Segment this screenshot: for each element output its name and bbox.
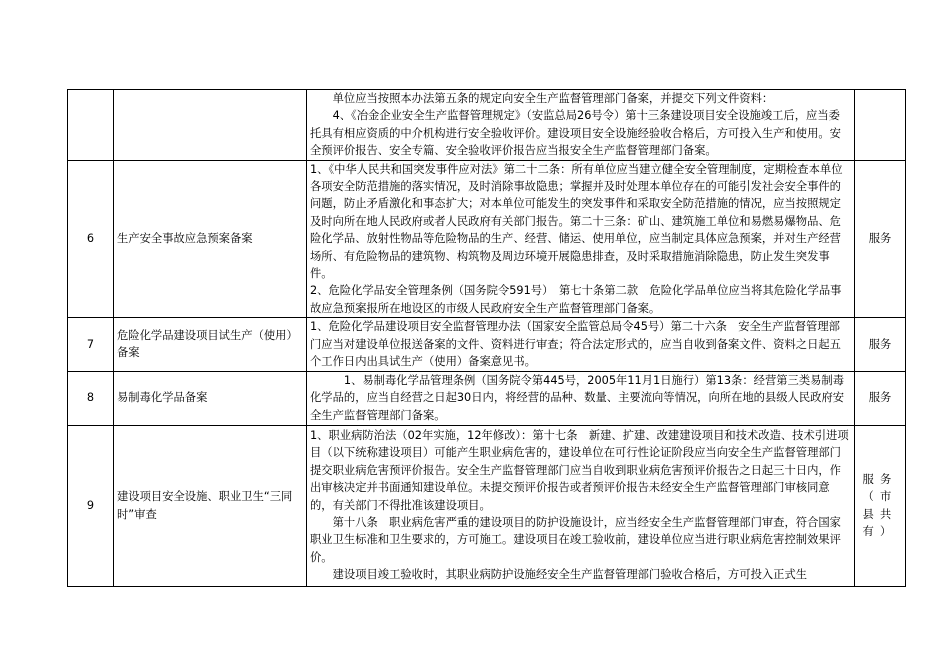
item-type: 服务 — [855, 371, 906, 425]
item-type: 服务 — [855, 160, 906, 318]
row-number: 7 — [68, 318, 114, 371]
item-type — [855, 90, 906, 161]
item-type: 服务 — [855, 318, 906, 371]
row-number: 6 — [68, 160, 114, 318]
table-row — [68, 318, 906, 371]
basis-paragraph: 1、易制毒化学品管理条例（国务院令第445号，2005年11月1日施行）第13条：经营第三类易制毒化学品的，应当自经营之日起30日内，将经营的品种、数量、主要流向等情况，向所在地的县级人民政府安全生产监督管理部门备案。 — [310, 373, 845, 422]
legal-basis — [307, 425, 855, 586]
table-row — [68, 425, 906, 586]
table-row — [68, 90, 906, 161]
legal-basis — [307, 318, 855, 371]
item-name: 易制毒化学品备案 — [114, 371, 307, 425]
table-row — [68, 371, 906, 425]
basis-paragraph: 建设项目竣工验收时，其职业病防护设施经安全生产监督管理部门验收合格后，方可投入正式生 — [332, 568, 808, 582]
table-row — [68, 160, 906, 318]
item-name: 建设项目安全设施、职业卫生“三同时”审查 — [114, 425, 307, 586]
row-number — [68, 90, 114, 161]
row-number: 9 — [68, 425, 114, 586]
basis-paragraph: 1、危险化学品建设项目安全监督管理办法（国家安全监管总局令45号）第二十六条 安全生产监督管理部门应当对建设单位报送备案的文件、资料进行审查；符合法定形式的，应当自收到备案文件、资料之日起五个工作日内出具试生产（使用）备案意见书。 — [310, 320, 841, 369]
item-type: 服务（市县共有） — [855, 425, 906, 586]
basis-paragraph: 4、《冶金企业安全生产监督管理规定》（安监总局26号令）第十三条建设项目安全设施竣工后，应当委托具有相应资质的中介机构进行安全验收评价。建设项目安全设施经验收合格后，方可投入生产和使用。安全预评价报告、安全专篇、安全验收评价报告应当报安全生产监督管理部门备案。 — [310, 109, 841, 158]
basis-paragraph: 第十八条 职业病危害严重的建设项目的防护设施设计，应当经安全生产监督管理部门审查，符合国家职业卫生标准和卫生要求的，方可施工。建设项目在竣工验收前，建设单位应当进行职业病危害控制效果评价。 — [310, 516, 841, 564]
item-name: 生产安全事故应急预案备案 — [114, 160, 307, 318]
item-name — [114, 90, 307, 161]
row-number: 8 — [68, 371, 114, 425]
policy-table — [67, 89, 906, 587]
legal-basis — [307, 371, 855, 425]
legal-basis — [307, 160, 855, 318]
legal-basis — [307, 90, 855, 161]
item-name: 危险化学品建设项目试生产（使用）备案 — [114, 318, 307, 371]
basis-paragraph: 2、危险化学品安全管理条例（国务院令591号） 第七十条第二款 危险化学品单位应当将其危险化学品事故应急预案报所在地设区的市级人民政府安全生产监督管理部门备案。 — [310, 284, 842, 315]
basis-paragraph: 1、《中华人民共和国突发事件应对法》第二十二条：所有单位应当建立健全安全管理制度，定期检查本单位各项安全防范措施的落实情况，及时消除事故隐患；掌握并及时处理本单位存在的可能引发社会安全事件的问题，防止矛盾激化和事态扩大；对本单位可能发生的突发事件和采取安全防范措施的情况，应当按照规定及时向所在地人民政府或者人民政府有关部门报告。第二十三条：矿山、建筑施工单位和易燃易爆物品、危险化学品、放射性物品等危险物品的生产、经营、储运、使用单位，应当制定具体应急预案，并对生产经营场所、有危险物品的建筑物、构筑物及周边环境开展隐患排查，及时采取措施消除隐患，防止发生突发事件。 — [310, 162, 843, 281]
basis-paragraph: 单位应当按照本办法第五条的规定向安全生产监督管理部门备案，并提交下列文件资料： — [332, 92, 774, 105]
basis-paragraph: 1、职业病防治法（02年实施，12年修改）：第十七条 新建、扩建、改建建设项目和技术改造、技术引进项目（以下统称建设项目）可能产生职业病危害的，建设单位在可行性论证阶段应当向安全生产监督管理部门提交职业病危害预评价报告。安全生产监督管理部门应当自收到职业病危害预评价报告之日起三十日内，作出审核决定并书面通知建设单位。未提交预评价报告或者预评价报告未经安全生产监督管理部门审核同意的，有关部门不得批准该建设项目。 — [310, 429, 849, 512]
